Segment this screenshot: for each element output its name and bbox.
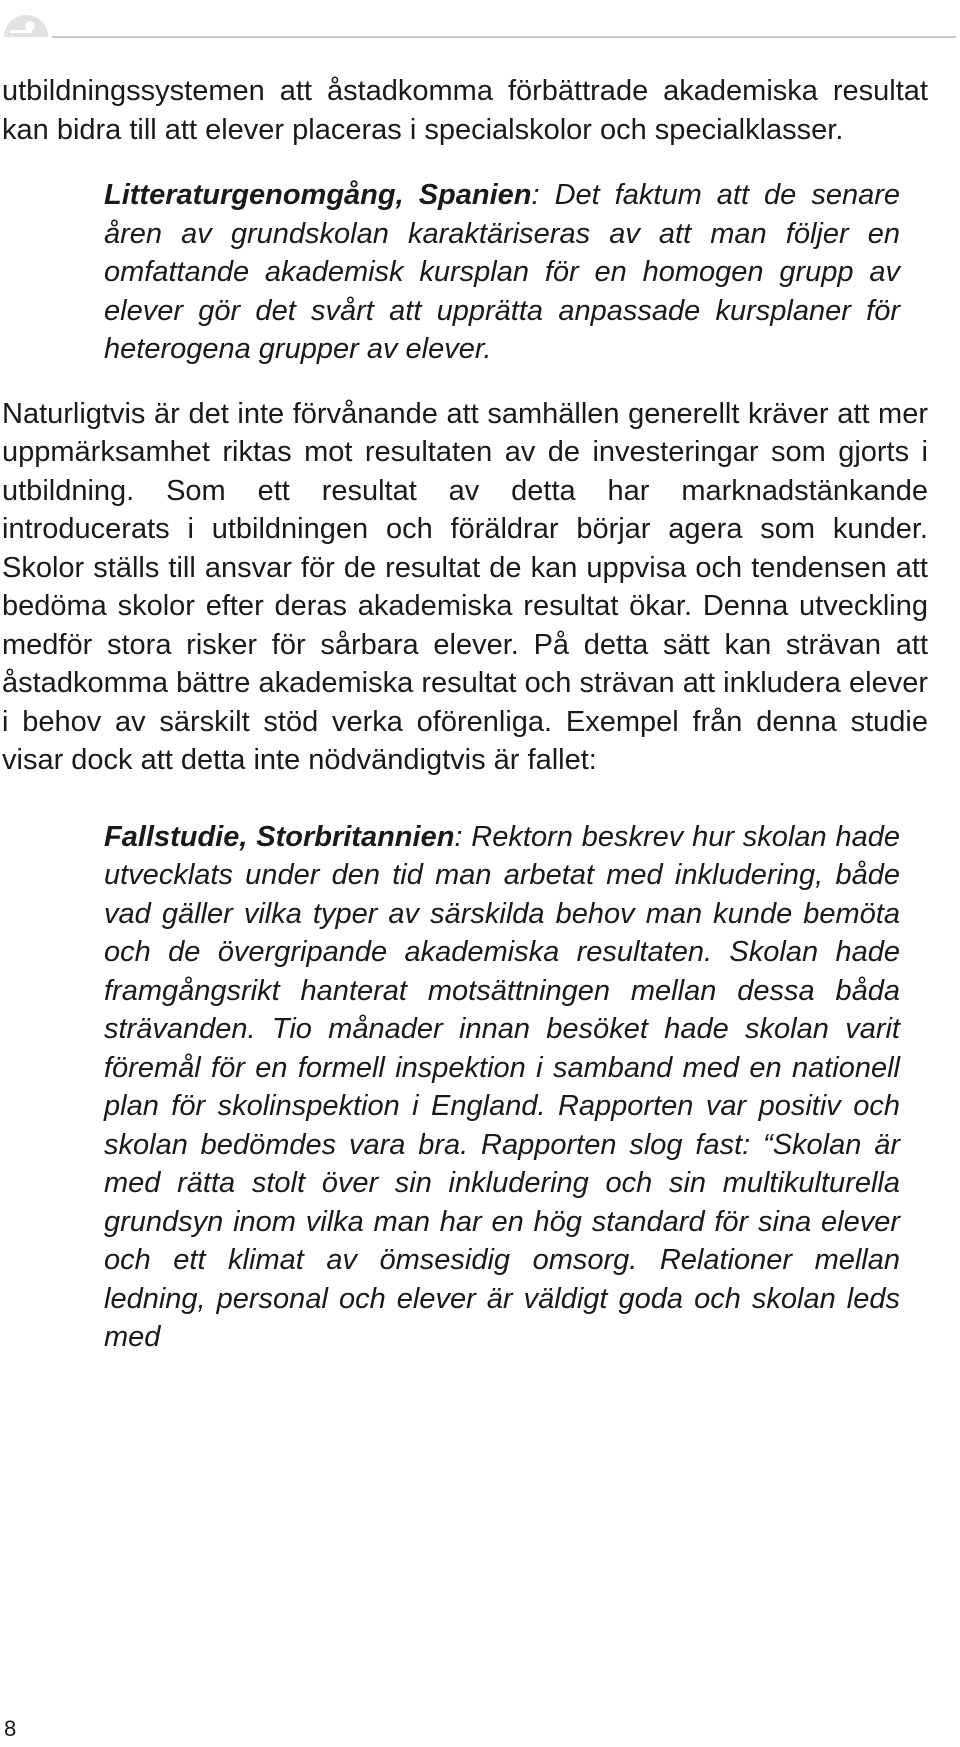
case-quote-spain: [104, 176, 900, 369]
quote-lead: Litteraturgenomgång, Spanien: [104, 179, 532, 211]
quote-text: : Rektorn beskrev hur skolan hade utvecklats under den tid man arbetat med inkludering, både vad gäller vilka typer av särskilda behov man kunde bemöta och de övergripande akademiska resultaten. Skolan hade framgångsrikt hanterat motsättningen mellan dessa båda strävanden. Tio månader innan besöket hade skolan varit föremål för en formell inspektion i samband med en nationell plan för skolinspektion i England. Rapporten var positiv och skolan bedömdes vara bra. Rapporten slog fast: “Skolan är med rätta stolt över sin inkludering och sin multikulturella grundsyn inom vilka man har en hög standard för sina elever och ett klimat av ömsesidig omsorg. Relationer mellan ledning, personal och elever är väldigt goda och skolan leds med: [104, 820, 900, 1353]
page-header: [0, 0, 960, 40]
body-paragraph: utbildningssystemen att åstadkomma förbättrade akademiska resultat kan bidra till att elever placeras i specialskolor och specialklasser.: [2, 75, 928, 146]
case-quote-uk: [104, 818, 900, 1357]
page-body: [0, 72, 928, 1357]
publisher-logo-icon: [0, 0, 60, 38]
body-paragraph: Naturligtvis är det inte förvånande att samhällen generellt kräver att mer uppmärksamhet riktas mot resultaten av de investeringar som gjorts i utbildning. Som ett resultat av detta har marknadstänkande introducerats i utbildningen och föräldrar börjar agera som kunder. Skolor ställs till ansvar för de resultat de kan uppvisa och tendensen att bedöma skolor efter deras akademiska resultat ökar. Denna utveckling medför stora risker för sårbara elever. På detta sätt kan strävan att åstadkomma bättre akademiska resultat och strävan att inkludera elever i behov av särskilt stöd verka oförenliga. Exempel från denna studie visar dock att detta inte nödvändigtvis är fallet:: [2, 397, 928, 776]
quote-text: : Det faktum att de senare åren av grundskolan karaktäriseras av att man följer en omfattande akademisk kursplan för en homogen grupp av elever gör det svårt att upprätta anpassade kursplaner för heterogena grupper av elever.: [104, 179, 901, 365]
quote-lead: Fallstudie, Storbritannien: [104, 820, 455, 853]
header-rule: [52, 36, 956, 38]
page-number: 8: [4, 1716, 17, 1741]
